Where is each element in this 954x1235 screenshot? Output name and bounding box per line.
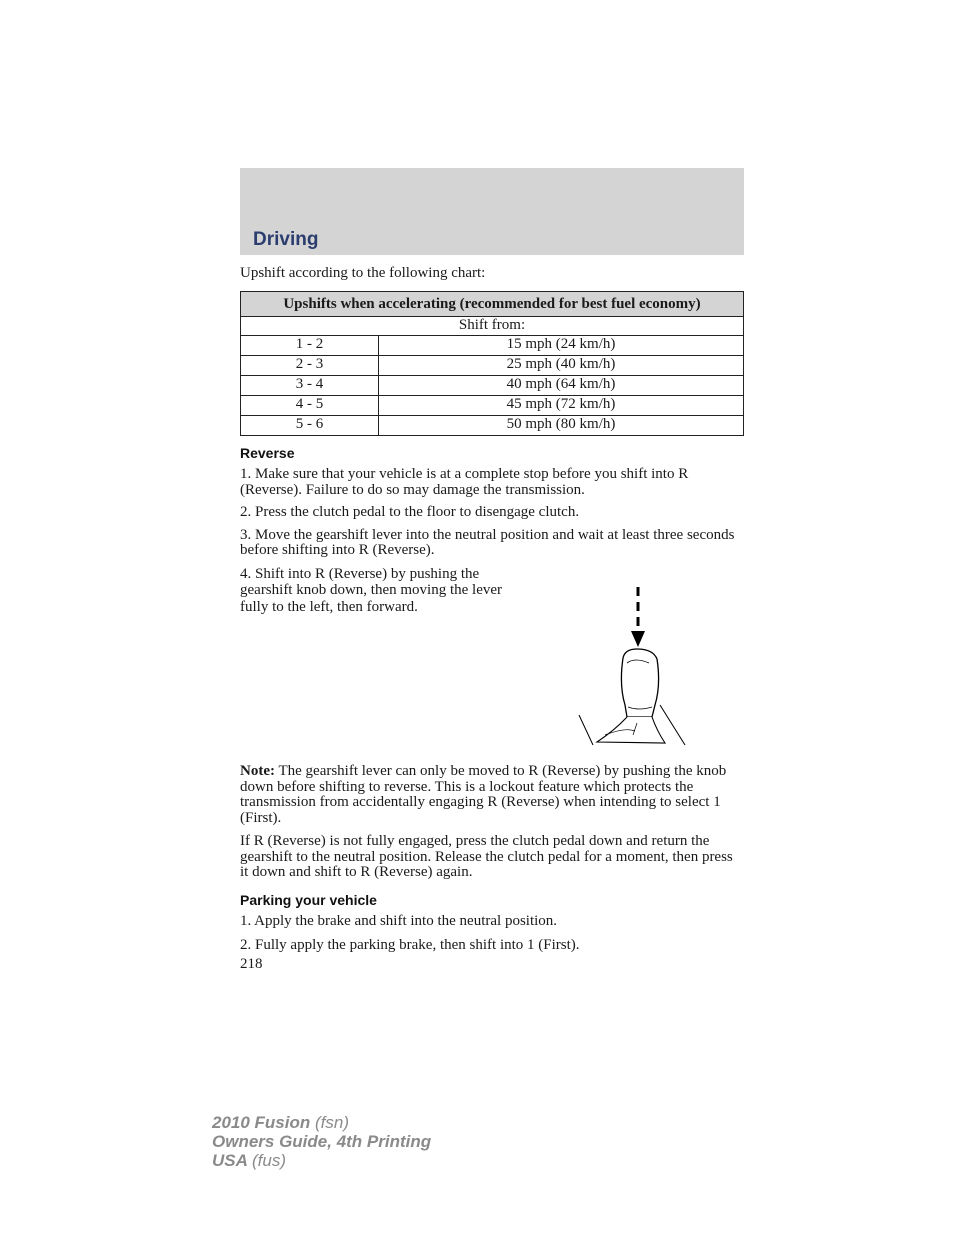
reverse-heading: Reverse <box>240 444 295 461</box>
table-row <box>241 395 744 415</box>
footer-model: 2010 Fusion <box>212 1113 311 1132</box>
note-paragraph <box>240 764 744 826</box>
note-label: Note: <box>240 763 275 779</box>
reverse-step-3: 3. Move the gearshift lever into the neutral position and wait at least three seconds before shifting into R (Reverse). <box>240 526 735 558</box>
section-title: Driving <box>253 229 319 250</box>
footer-guide: Owners Guide, 4th Printing <box>212 1132 432 1151</box>
table-row <box>241 375 744 395</box>
gear-cell: 5 - 6 <box>241 415 379 435</box>
footer-model-code: (fsn) <box>315 1113 349 1132</box>
reverse-step-2: 2. Press the clutch pedal to the floor to disengage clutch. <box>240 504 580 520</box>
gearshift-knob-illustration <box>575 585 690 750</box>
parking-heading: Parking your vehicle <box>240 891 377 908</box>
parking-step-1: 1. Apply the brake and shift into the neutral position. <box>240 913 558 929</box>
arrow-head-icon <box>631 631 645 647</box>
speed-cell: 15 mph (24 km/h) <box>379 335 744 355</box>
reverse-step-1: 1. Make sure that your vehicle is at a complete stop before you shift into R (Reverse). Failure to do so may damage the transmission. <box>240 466 689 498</box>
speed-cell: 25 mph (40 km/h) <box>379 355 744 375</box>
table-row <box>241 415 744 435</box>
footer-region: USA <box>212 1151 248 1170</box>
reverse-step-4: 4. Shift into R (Reverse) by pushing the gearshift knob down, then moving the lever fully to the left, then forward. <box>240 565 503 615</box>
section-header <box>240 168 744 255</box>
table-row <box>241 355 744 375</box>
gear-cell: 1 - 2 <box>241 335 379 355</box>
table-subheading: Shift from: <box>241 316 744 335</box>
speed-cell: 40 mph (64 km/h) <box>379 375 744 395</box>
reverse-retry-paragraph: If R (Reverse) is not fully engaged, press the clutch pedal down and return the gearshift to the neutral position. Release the clutch pedal for a moment, then press it down and shift to R (Reverse) again. <box>240 833 733 880</box>
intro-text: Upshift according to the following chart: <box>240 265 486 281</box>
gear-cell: 3 - 4 <box>241 375 379 395</box>
table-row <box>241 335 744 355</box>
parking-step-2: 2. Fully apply the parking brake, then shift into 1 (First). <box>240 936 580 953</box>
speed-cell: 50 mph (80 km/h) <box>379 415 744 435</box>
post-figure-text <box>240 764 744 973</box>
table-heading: Upshifts when accelerating (recommended for best fuel economy) <box>241 291 744 316</box>
upshift-table <box>240 291 744 436</box>
gear-cell: 4 - 5 <box>241 395 379 415</box>
speed-cell: 45 mph (72 km/h) <box>379 395 744 415</box>
note-text: The gearshift lever can only be moved to R (Reverse) by pushing the knob down before shifting to reverse. This is a lockout feature which protects the transmission from accidentally engaging R (Reverse) when intending to select 1 (First). <box>240 763 727 826</box>
main-content <box>240 266 744 615</box>
footer-region-code: (fus) <box>252 1151 286 1170</box>
gear-cell: 2 - 3 <box>241 355 379 375</box>
document-footer <box>212 1113 431 1170</box>
page-number: 218 <box>240 956 263 972</box>
